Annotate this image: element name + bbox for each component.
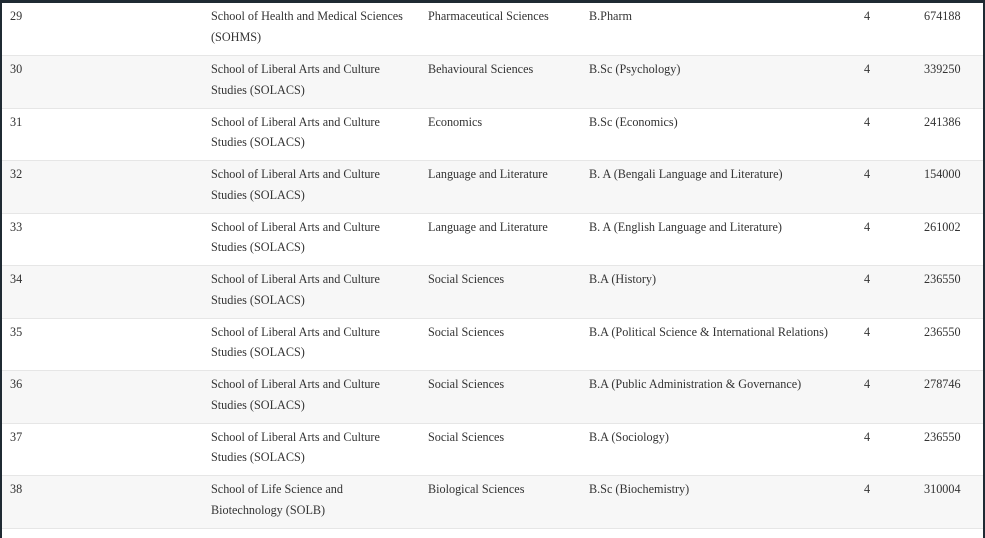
school-cell: School of Liberal Arts and Culture Studies (SOLACS) xyxy=(205,56,422,109)
discipline-cell: Biological Sciences xyxy=(422,476,583,529)
fee-cell: 241386 xyxy=(918,108,983,161)
duration-cell: 4 xyxy=(856,318,918,371)
school-cell: School of Liberal Arts and Culture Studies (SOLACS) xyxy=(205,108,422,161)
table-row xyxy=(2,56,983,109)
program-cell: B.A (Sociology) xyxy=(583,423,856,476)
duration-cell: 4 xyxy=(856,56,918,109)
table-row xyxy=(2,161,983,214)
school-cell: School of Health and Medical Sciences (SOHMS) xyxy=(205,3,422,56)
serial-number-cell: 31 xyxy=(2,108,205,161)
table-row xyxy=(2,318,983,371)
serial-number-cell: 37 xyxy=(2,423,205,476)
duration-cell: 4 xyxy=(856,476,918,529)
program-cell: B. A (Bengali Language and Literature) xyxy=(583,161,856,214)
duration-cell: 4 xyxy=(856,108,918,161)
serial-number-cell: 34 xyxy=(2,266,205,319)
school-cell: School of Liberal Arts and Culture Studies (SOLACS) xyxy=(205,318,422,371)
program-cell: B.Sc (Psychology) xyxy=(583,56,856,109)
serial-number-cell: 38 xyxy=(2,476,205,529)
discipline-cell: Social Sciences xyxy=(422,371,583,424)
discipline-cell: Behavioural Sciences xyxy=(422,56,583,109)
duration-cell: 4 xyxy=(856,423,918,476)
program-cell: B.A (Political Science & International Relations) xyxy=(583,318,856,371)
duration-cell: 4 xyxy=(856,266,918,319)
school-cell: School of Liberal Arts and Culture Studies (SOLACS) xyxy=(205,266,422,319)
fee-cell: 154000 xyxy=(918,161,983,214)
program-fee-table xyxy=(2,3,983,529)
duration-cell: 4 xyxy=(856,371,918,424)
fee-cell: 236550 xyxy=(918,266,983,319)
discipline-cell: Pharmaceutical Sciences xyxy=(422,3,583,56)
program-cell: B.Pharm xyxy=(583,3,856,56)
program-cell: B. A (English Language and Literature) xyxy=(583,213,856,266)
serial-number-cell: 36 xyxy=(2,371,205,424)
serial-number-cell: 30 xyxy=(2,56,205,109)
duration-cell: 4 xyxy=(856,161,918,214)
discipline-cell: Social Sciences xyxy=(422,266,583,319)
table-row xyxy=(2,108,983,161)
program-cell: B.A (Public Administration & Governance) xyxy=(583,371,856,424)
discipline-cell: Social Sciences xyxy=(422,318,583,371)
table-row xyxy=(2,476,983,529)
table-row xyxy=(2,266,983,319)
table-row xyxy=(2,213,983,266)
fee-cell: 278746 xyxy=(918,371,983,424)
program-cell: B.A (History) xyxy=(583,266,856,319)
table-row xyxy=(2,371,983,424)
serial-number-cell: 33 xyxy=(2,213,205,266)
table-body xyxy=(2,3,983,528)
discipline-cell: Social Sciences xyxy=(422,423,583,476)
duration-cell: 4 xyxy=(856,3,918,56)
discipline-cell: Language and Literature xyxy=(422,213,583,266)
school-cell: School of Liberal Arts and Culture Studies (SOLACS) xyxy=(205,423,422,476)
table-row xyxy=(2,423,983,476)
serial-number-cell: 35 xyxy=(2,318,205,371)
fee-cell: 339250 xyxy=(918,56,983,109)
school-cell: School of Liberal Arts and Culture Studies (SOLACS) xyxy=(205,161,422,214)
serial-number-cell: 32 xyxy=(2,161,205,214)
serial-number-cell: 29 xyxy=(2,3,205,56)
discipline-cell: Language and Literature xyxy=(422,161,583,214)
duration-cell: 4 xyxy=(856,213,918,266)
fee-cell: 310004 xyxy=(918,476,983,529)
fee-cell: 236550 xyxy=(918,423,983,476)
school-cell: School of Liberal Arts and Culture Studies (SOLACS) xyxy=(205,213,422,266)
fee-cell: 236550 xyxy=(918,318,983,371)
table-row xyxy=(2,3,983,56)
school-cell: School of Life Science and Biotechnology (SOLB) xyxy=(205,476,422,529)
program-cell: B.Sc (Biochemistry) xyxy=(583,476,856,529)
program-cell: B.Sc (Economics) xyxy=(583,108,856,161)
school-cell: School of Liberal Arts and Culture Studies (SOLACS) xyxy=(205,371,422,424)
fee-cell: 261002 xyxy=(918,213,983,266)
discipline-cell: Economics xyxy=(422,108,583,161)
fee-cell: 674188 xyxy=(918,3,983,56)
